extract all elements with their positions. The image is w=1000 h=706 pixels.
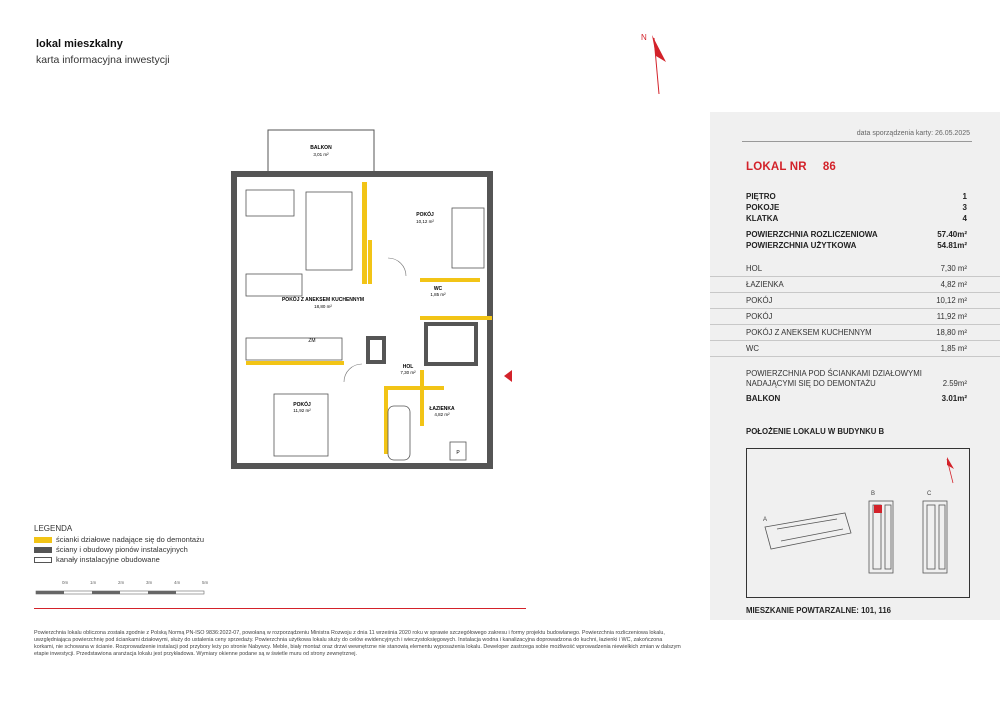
document-title: lokal mieszkalny <box>36 38 123 50</box>
kitchen-room-area: 18,80 m² <box>314 304 332 309</box>
dining-table <box>246 274 302 296</box>
date-label: data sporządzenia karty: 26.05.2025 <box>856 130 970 137</box>
info-row-rooms: POKOJE 3 <box>746 203 967 212</box>
balcony-label: BALKON <box>310 145 332 151</box>
balkon-row: BALKON 3.01m² <box>746 394 967 403</box>
pokoj-bottom-label: POKÓJ <box>293 402 311 408</box>
north-label: N <box>641 33 647 42</box>
building-location-map <box>746 448 970 598</box>
pokoj-bottom-area: 11,92 m² <box>293 408 311 413</box>
lazienka-area: 4,82 m² <box>434 412 450 417</box>
svg-text:5m: 5m <box>202 580 209 585</box>
north-arrow-icon <box>640 30 670 96</box>
room-list <box>710 261 1000 357</box>
building-letter: A <box>763 517 768 523</box>
unit-location-marker <box>874 505 882 513</box>
svg-text:0m: 0m <box>62 580 69 585</box>
kitchen-counter <box>246 338 342 360</box>
legend-title: LEGENDA <box>34 524 73 533</box>
lokal-number: 86 <box>822 161 837 173</box>
svg-text:2m: 2m <box>118 580 125 585</box>
installation-shaft <box>368 338 384 362</box>
wc-label: WC <box>433 286 443 292</box>
lokal-heading <box>746 161 836 173</box>
building-letter: C <box>927 491 932 497</box>
info-row-usable-area: POWIERZCHNIA UŻYTKOWA 54.81m² <box>746 241 967 250</box>
room-row: POKÓJ Z ANEKSEM KUCHENNYM 18,80 m² <box>710 325 1000 341</box>
bathtub <box>388 406 410 460</box>
info-row-billing-area: POWIERZCHNIA ROZLICZENIOWA 57.40m² <box>746 230 967 239</box>
demolition-wall <box>362 182 367 284</box>
scale-bar <box>34 578 214 598</box>
repeat-row: MIESZKANIE POWTARZALNE: 101, 116 <box>746 606 891 615</box>
info-row-floor: PIĘTRO 1 <box>746 192 967 201</box>
pokoj-top-area: 10,12 m² <box>416 219 434 224</box>
sofa <box>306 192 352 270</box>
info-panel <box>710 112 1000 620</box>
pokoj-top-label: POKÓJ <box>416 212 434 218</box>
svg-text:4m: 4m <box>174 580 181 585</box>
svg-text:3m: 3m <box>146 580 153 585</box>
legend-item: kanały instalacyjne obudowane <box>34 555 204 565</box>
footer-note: Powierzchnia lokalu obliczona została zgodnie z Polską Normą PN-ISO 9836:2022-07, powołaną w rozporządzeniu Ministra Rozwoju z dnia 11 września 2020 roku w sprawie szczegółowego zakresu i formy projektu budowlanego. Powierzchnia rozliczeniowa lokalu, uwzględniająca powierzchnię pod ściankami działowymi, służy do ustalenia ceny sprzedaży. Powierzchnia użytkowa lokalu służy do celów ewidencyjnych i wieczystoksięgowych. Instalacja wodna i kanalizacyjna doprowadzona do kuchni, łazienki i WC, zakończona korkami, nie schowana w ścianie. Rozprowadzenie instalacji pod przybory leży po stronie Nabywcy. Meble, biały montaż oraz drzwi wewnętrzne nie stanowią elementu wyposażenia lokalu. Deweloper zastrzega sobie możliwość wprowadzenia niewielkich zmian w dalszym etapie inwestycji. Przedstawiona aranżacja lokalu jest przykładowa. Wymiary okienne podane są w świetle muru od strony zewnętrznej. <box>34 630 681 657</box>
building-letter: B <box>871 491 876 497</box>
balcony-area: 3,01 m² <box>313 152 329 157</box>
demolition-wall <box>246 361 344 365</box>
lokal-label: LOKAL NR <box>746 161 807 173</box>
divider-line <box>34 608 526 609</box>
hol-label: HOL <box>402 364 414 370</box>
wc-area: 1,85 m² <box>430 292 446 297</box>
room-row: POKÓJ 11,92 m² <box>710 309 1000 325</box>
info-row-stairwell: KLATKA 4 <box>746 214 967 223</box>
p-label: P <box>456 450 460 456</box>
room-row: ŁAZIENKA 4,82 m² <box>710 277 1000 293</box>
legend-item: ściany i obudowy pionów instalacyjnych <box>34 545 204 555</box>
room-row: POKÓJ 10,12 m² <box>710 293 1000 309</box>
bed <box>452 208 484 268</box>
legend <box>34 524 204 565</box>
zm-label: ZM <box>308 338 316 344</box>
room-row: WC 1,85 m² <box>710 341 1000 357</box>
svg-text:1m: 1m <box>90 580 97 585</box>
location-title: POŁOŻENIE LOKALU W BUDYNKU B <box>746 427 885 436</box>
lazienka-label: ŁAZIENKA <box>429 406 455 412</box>
entrance-marker <box>504 370 512 382</box>
document-subtitle: karta informacyjna inwestycji <box>36 54 170 66</box>
hol-area: 7,30 m² <box>400 370 416 375</box>
floor-plan <box>220 120 530 470</box>
kitchen-room-label: POKÓJ Z ANEKSEM KUCHENNYM <box>281 297 365 303</box>
legend-item: ścianki działowe nadające się do demontażu <box>34 535 204 545</box>
room-row: HOL 7,30 m² <box>710 261 1000 277</box>
walls-area-row: POWIERZCHNIA POD ŚCIANKAMI DZIAŁOWYMI NADAJĄCYMI SIĘ DO DEMONTAŻU 2.59m² <box>746 369 967 388</box>
